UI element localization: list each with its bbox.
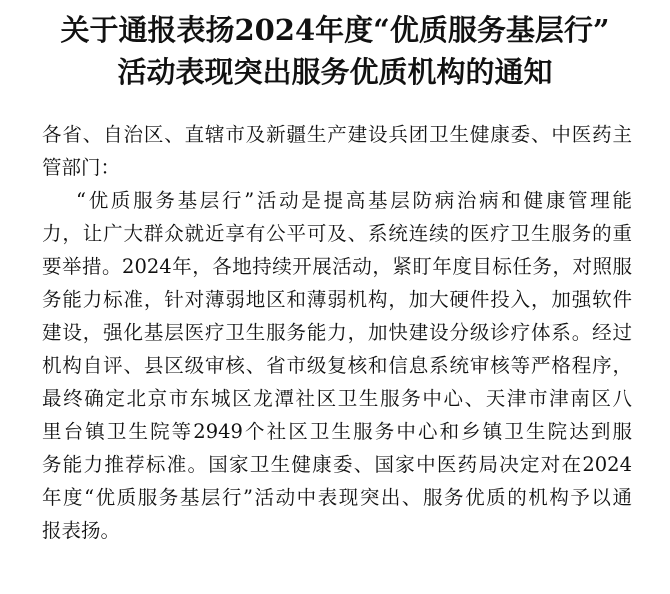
paragraph-line: 报表扬。 <box>42 519 121 542</box>
paragraph-line: 务能力标准，针对薄弱地区和薄弱机构，加大硬件投入，加强软件 <box>42 288 632 311</box>
notice-title-line-1: 关于通报表扬2024年度“优质服务基层行” <box>60 13 610 47</box>
paragraph-line: 最终确定北京市东城区龙潭社区卫生服务中心、天津市津南区八 <box>42 387 632 410</box>
paragraph-line: “优质服务基层行”活动是提高基层防病治病和健康管理能 <box>76 189 632 212</box>
paragraph-line: 里台镇卫生院等2949个社区卫生服务中心和乡镇卫生院达到服 <box>42 420 632 443</box>
paragraph-line: 年度“优质服务基层行”活动中表现突出、服务优质的机构予以通 <box>42 486 632 509</box>
notice-body <box>42 118 632 547</box>
paragraph-line: 建设，强化基层医疗卫生服务能力，加快建设分级诊疗体系。经过 <box>42 321 632 344</box>
paragraph-line: 务能力推荐标准。国家卫生健康委、国家中医药局决定对在2024 <box>42 453 632 476</box>
salutation-line: 各省、自治区、直辖市及新疆生产建设兵团卫生健康委、中医药主 <box>42 123 632 146</box>
salutation-line: 管部门： <box>42 156 121 179</box>
paragraph-line: 力，让广大群众就近享有公平可及、系统连续的医疗卫生服务的重 <box>42 222 632 245</box>
notice-title-line-2: 活动表现突出服务优质机构的通知 <box>117 55 553 89</box>
paragraph-line: 机构自评、县区级审核、省市级复核和信息系统审核等严格程序， <box>42 354 632 377</box>
paragraph-line: 要举措。2024年，各地持续开展活动，紧盯年度目标任务，对照服 <box>42 255 632 278</box>
